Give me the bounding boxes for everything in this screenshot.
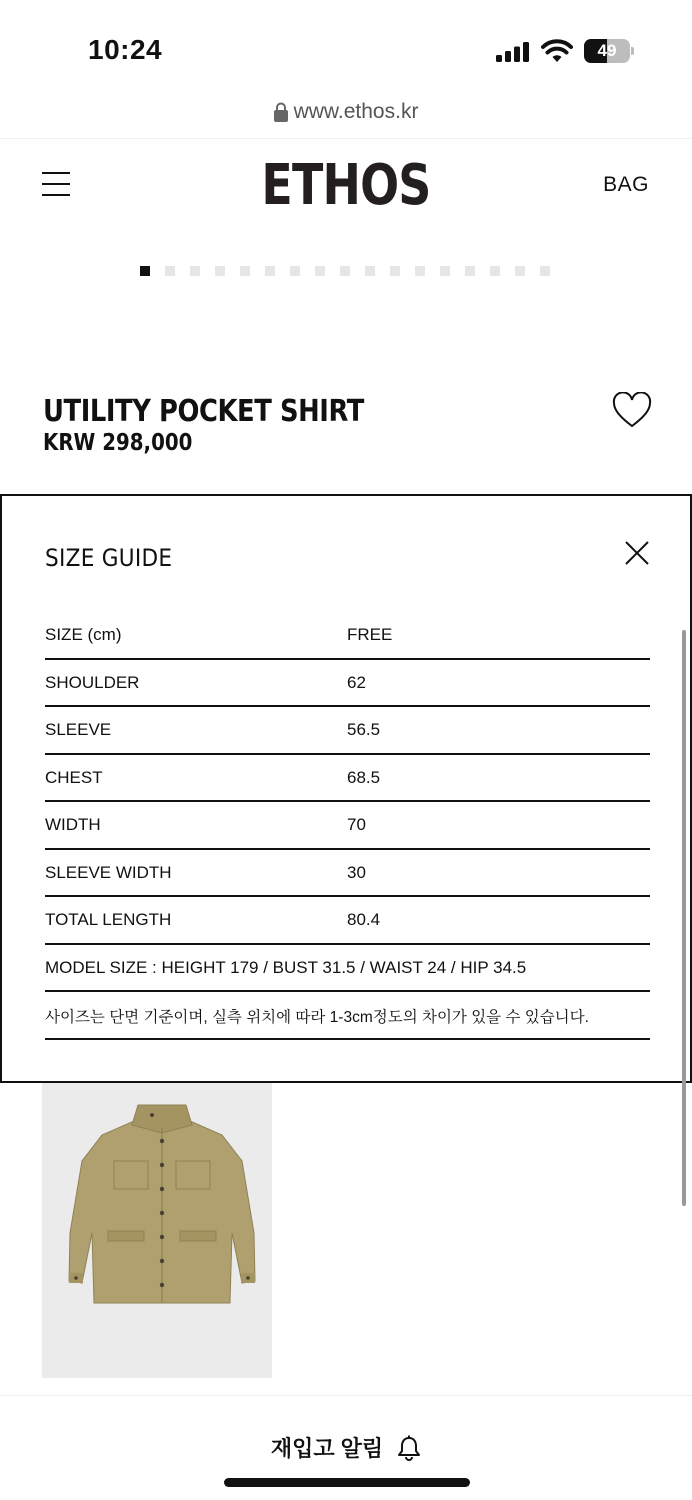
status-bar [0,0,692,100]
size-row-total-length [45,897,650,945]
site-header [0,138,692,228]
model-size-text: MODEL SIZE : HEIGHT 179 / BUST 31.5 / WAIST 24 / HIP 34.5 [45,957,527,977]
size-row-value: 56.5 [347,720,381,739]
size-row-label: WIDTH [45,815,101,834]
bell-icon [397,1435,421,1461]
size-row-label: SHOULDER [45,672,140,692]
carousel-dot[interactable] [265,266,275,276]
size-table-header [45,612,650,660]
carousel-dot[interactable] [515,266,525,276]
size-row-value: 70 [347,815,366,834]
url-bar[interactable] [0,100,692,138]
site-logo[interactable]: ETHOS [261,153,431,218]
carousel-dot[interactable] [390,266,400,276]
size-row-value: 62 [347,672,366,692]
carousel-dot[interactable] [540,266,550,276]
size-guide-modal [0,494,692,1083]
shirt-image [42,1083,272,1378]
size-header-value: FREE [347,625,393,644]
close-icon[interactable] [624,540,650,566]
product-thumbnail[interactable] [42,1083,272,1378]
size-row-value: 30 [347,862,366,882]
restock-alert-label: 재입고 알림 [270,1436,384,1461]
size-row-label: SLEEVE [45,720,112,739]
carousel-dot[interactable] [465,266,475,276]
size-row-sleeve-width [45,850,650,898]
carousel-dot[interactable] [440,266,450,276]
size-row-label: TOTAL LENGTH [45,910,172,929]
wifi-icon [541,38,573,64]
page-scrollbar[interactable] [682,630,686,1206]
carousel-dot[interactable] [190,266,200,276]
size-row-label: SLEEVE WIDTH [45,862,172,882]
size-note-row [45,992,650,1040]
bottom-action-bar [0,1395,692,1500]
size-table [45,612,650,1040]
battery-percent: 49 [597,41,617,60]
carousel-dot[interactable] [165,266,175,276]
carousel-dot[interactable] [365,266,375,276]
home-indicator [224,1478,470,1487]
restock-alert-button[interactable] [0,1432,692,1463]
url-text: www.ethos.kr [293,100,419,123]
product-title: UTILITY POCKET SHIRT [43,394,364,429]
carousel-dot[interactable] [240,266,250,276]
size-note-text: 사이즈는 단면 기준이며, 실측 위치에 따라 1-3cm정도의 차이가 있을 수 있습니다. [45,1009,589,1026]
carousel-dot[interactable] [215,266,225,276]
size-row-label: CHEST [45,767,103,787]
size-row-width [45,802,650,850]
battery-icon [584,39,634,63]
heart-icon[interactable] [612,392,652,430]
carousel-dot[interactable] [340,266,350,276]
carousel-dot[interactable] [315,266,325,276]
carousel-dot[interactable] [415,266,425,276]
size-row-value: 80.4 [347,910,381,929]
size-header-label: SIZE (cm) [45,625,122,644]
size-guide-title: SIZE GUIDE [45,544,173,572]
product-price: KRW 298,000 [43,430,193,456]
size-row-sleeve [45,707,650,755]
signal-icon [496,42,530,62]
lock-icon [274,102,288,122]
bag-link[interactable]: BAG [603,173,649,196]
status-time: 10:24 [88,34,163,65]
size-row-value: 68.5 [347,767,381,787]
model-size-row [45,945,650,993]
size-row-shoulder [45,660,650,708]
size-row-chest [45,755,650,803]
carousel-dot[interactable] [140,266,150,276]
carousel-dot[interactable] [290,266,300,276]
carousel-dot[interactable] [490,266,500,276]
carousel-pagination [140,266,550,276]
